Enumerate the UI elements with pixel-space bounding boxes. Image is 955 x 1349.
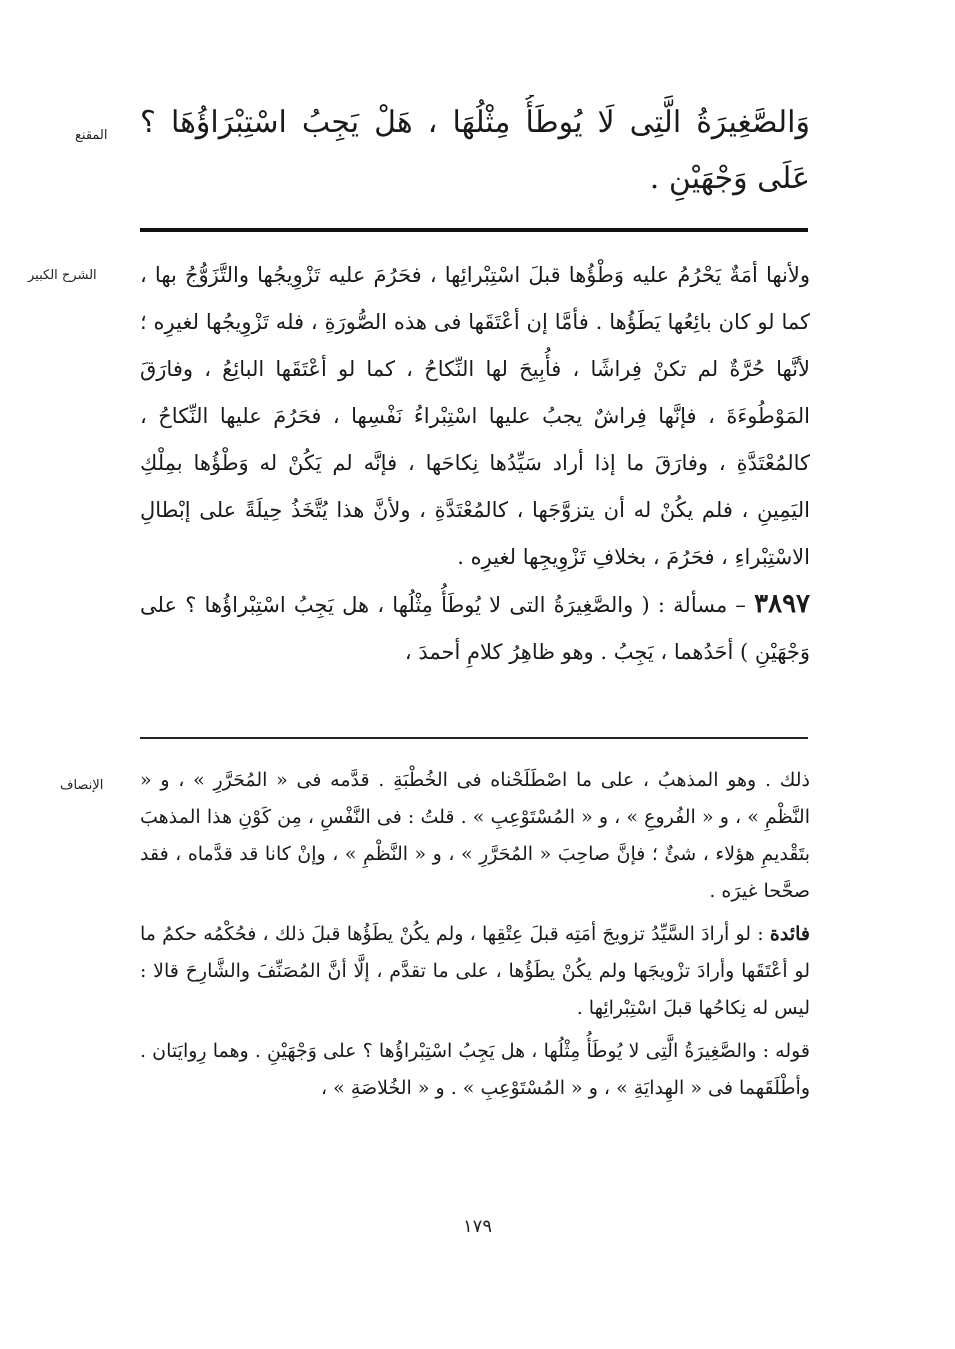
muqni-label: المقنع — [75, 128, 108, 143]
thin-divider — [140, 737, 808, 739]
issue-number: ٣٨٩٧ — [754, 589, 810, 619]
sharh-issue — [140, 581, 810, 676]
muqni-text: وَالصَّغِيرَةُ الَّتِى لَا يُوطَأُ مِثْلُهَا ، هَلْ يَجِبُ اسْتِبْرَاؤُهَا ؟ عَلَى وَجْهَيْنِ . — [140, 105, 810, 196]
insaf-paragraph: ذلك . وهو المذهبُ ، على ما اصْطَلَحْناه فى الخُطْبَةِ . قدَّمه فى « المُحَرَّرِ » ، و « النَّظْمِ » ، و « الفُروعِ » ، و « المُسْتَوْعِبِ » . قلتُ : فى النَّفْسِ ، مِن كَوْنِ هذا المذهبَ بتَقْديمِ هؤلاء ، شئٌ ؛ فإنَّ صاحِبَ « المُحَرَّرِ » ، و « النَّظْمِ » ، وإنْ كانا قد قدَّماه ، فقد صحَّحا غيرَه . — [140, 769, 810, 902]
sharh-paragraph: ولأنها أمَةٌ يَحْرُمُ عليه وَطْؤُها قبلَ اسْتِبْرائِها ، فحَرُمَ عليه تَزْوِيجُها والتَّزَوُّجُ بها ، كما لو كان بائِعُها يَطَؤُها . فأمَّا إن أعْتَقَها فى هذه الصُّورَةِ ، فله تَزْوِيجُها لغيرِه ؛ لأنَّها حُرَّةٌ لم تكنْ فِراشًا ، فأُبِيحَ لها النِّكاحُ ، كما لو أعْتَقَها البائِعُ ، وفارَقَ المَوْطُوءَةَ ، فإنَّها فِراشٌ يجبُ عليها اسْتِبْراءُ نَفْسِها ، فحَرُمَ عليها النِّكاحُ ، كالمُعْتَدَّةِ ، وفارَقَ ما إذا أراد سَيِّدُها نِكاحَها ، فإنَّه لم يَكُنْ له وَطْؤُها بمِلْكِ اليَمِينِ ، فلم يكُنْ له أن يتزوَّجَها ، كالمُعْتَدَّةِ ، ولأنَّ هذا يُتَّخَذُ حِيلَةً على إبْطالِ الاسْتِبْراءِ ، فحَرُمَ ، بخلافِ تَزْوِيجِها لغيرِه . — [140, 263, 810, 569]
sharh-label: الشرح الكبير — [28, 268, 97, 283]
insaf-qawluhu: قوله : والصَّغِيرَةُ الَّتِى لا يُوطَأُ مِثْلُها ، هل يَجِبُ اسْتِبْراؤُها ؟ على وَجْهَيْنِ . وهما رِوايَتان . وأطْلَقَهما فى « الهِدايَةِ » ، و « المُسْتَوْعِبِ » . و « الخُلاصَةِ » ، — [140, 1040, 810, 1099]
insaf-section — [140, 762, 810, 1192]
insaf-faida — [140, 916, 810, 1027]
sharh-section — [140, 252, 810, 722]
issue-text: – مسألة : ( والصَّغِيرَةُ التى لا يُوطَأُ مِثْلُها ، هل يَجِبُ اسْتِبْراؤُها ؟ على وَجْهَيْنِ ) أحَدُهما ، يَجِبُ . وهو ظاهِرُ كلامِ أحمدَ ، — [140, 593, 810, 664]
faida-text: : لو أرادَ السَّيِّدُ تزويجَ أمَتِه قبلَ عِتْقِها ، ولم يكُنْ يطَؤُها قبلَ ذلك ، فحُكْمُه حكمُ ما لو أعْتَقَها وأرادَ تزْويجَها ولم يكُنْ يطَؤُها ، على ما تقدَّم ، إلَّا أنَّ المُصَنِّفَ والشَّارِحَ قالا : ليس له نِكاحُها قبلَ اسْتِبْرائِها . — [140, 923, 810, 1019]
faida-label: فائدة — [769, 923, 810, 945]
page-number: ١٧٩ — [462, 1216, 492, 1237]
muqni-section — [140, 95, 810, 207]
insaf-label: الإنصاف — [60, 778, 104, 793]
thick-divider — [140, 228, 808, 232]
